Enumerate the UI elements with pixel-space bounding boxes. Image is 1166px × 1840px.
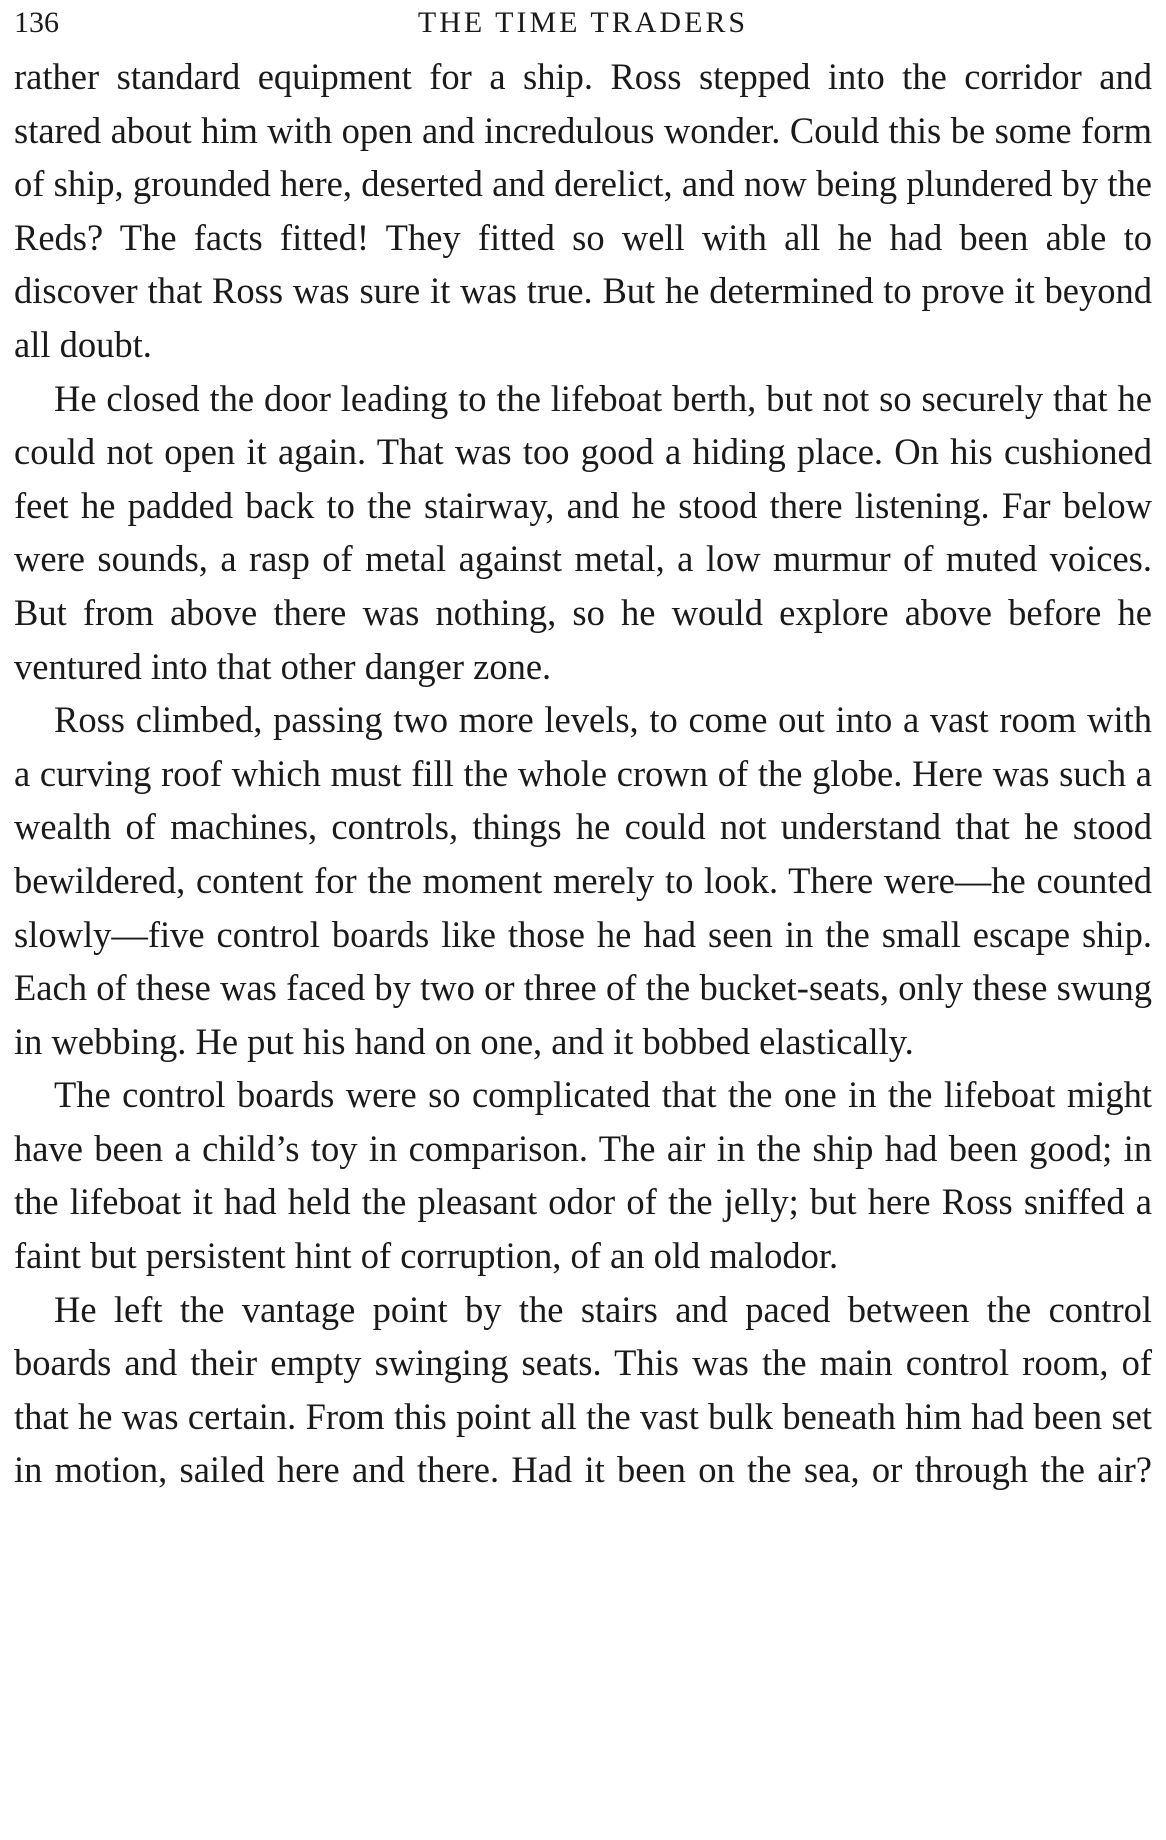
book-page xyxy=(14,0,1152,1840)
page-number: 136 xyxy=(14,6,59,39)
paragraph-5: He left the vantage point by the stairs and paced between the control boards and their empty swinging seats. This was the main control room, of that he was certain. From this point all the vast bulk beneath him had been set in motion, sailed here and there. Had it been on the sea, or through the air? xyxy=(14,1288,1152,1491)
paragraph-2: He closed the door leading to the lifeboat berth, but not so securely that he could not open it again. That was too good a hiding place. On his cushioned feet he padded back to the stairway, and he stood there listening. Far below were sounds, a rasp of metal against metal, a low murmur of muted voices. But from above there was nothing, so he would explore above before he ventured into that other danger zone. xyxy=(14,377,1152,687)
paragraph-3: Ross climbed, passing two more levels, to come out into a vast room with a curving roof which must fill the whole crown of the globe. Here was such a wealth of machines, controls, things he could not understand that he stood bewildered, content for the moment merely to look. There were—he counted slowly—five control boards like those he had seen in the small escape ship. Each of these was faced by two or three of the bucket-seats, only these swung in webbing. He put his hand on one, and it bobbed elastically. xyxy=(14,699,1152,1062)
paragraph-1: rather standard equipment for a ship. Ross stepped into the corridor and stared about him with open and incredulous wonder. Could this be some form of ship, grounded here, deserted and derelict, and now being plundered by the Reds? The facts fitted! They fitted so well with all he had been able to discover that Ross was sure it was true. But he determined to prove it beyond all doubt. xyxy=(14,56,1152,365)
page-header xyxy=(14,2,1152,46)
paragraph-4: The control boards were so complicated that the one in the lifeboat might have been a child’s toy in comparison. The air in the ship had been good; in the lifeboat it had held the pleasant odor of the jelly; but here Ross sniffed a faint but persistent hint of corruption, of an old malodor. xyxy=(14,1074,1152,1277)
running-title: THE TIME TRADERS xyxy=(417,6,749,39)
body-text xyxy=(14,50,1152,1497)
